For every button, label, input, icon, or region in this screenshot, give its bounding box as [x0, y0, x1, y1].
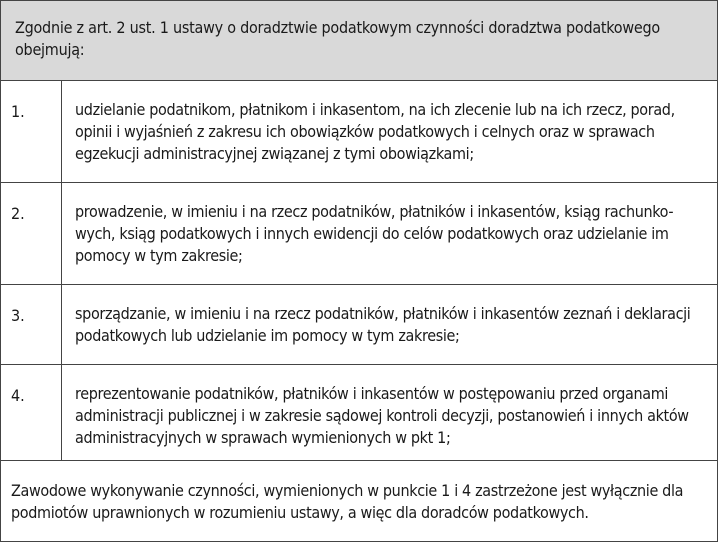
- row-text: udzielanie podatnikom, płatnikom i inkasentom, na ich zlecenie lub na ich rzecz, porad, opinii i wyjaśnień z zakresu ich obowiązków podatkowych i celnych oraz w sprawach egzekucji administracyjnej związanej z tymi obowiązkami;: [75, 100, 675, 163]
- row-number: 4.: [11, 386, 25, 405]
- row-number: 2.: [11, 204, 25, 223]
- table-header: [1, 1, 717, 81]
- column-divider: [61, 365, 62, 460]
- column-divider: [61, 81, 62, 182]
- row-text: sporządzanie, w imieniu i na rzecz podatników, płatników i inkasentów zeznań i deklaracji podatkowych lub udzielanie im pomocy w tym zakresie;: [75, 304, 691, 345]
- table-row-3: [1, 285, 717, 365]
- row-number: 3.: [11, 306, 25, 325]
- footer-text: Zawodowe wykonywanie czynności, wymienionych w punkcie 1 i 4 zastrzeżone jest wyłącznie dla podmiotów uprawnionych w rozumieniu ustawy, a więc dla doradców podatkowych.: [11, 481, 684, 522]
- table-row-2: [1, 183, 717, 285]
- row-text: reprezentowanie podatników, płatników i inkasentów w postępowaniu przed organami administracji publicznej i w zakresie sądowej kontroli decyzji, postanowień i innych aktów administracyjnych w sprawach wymienionych w pkt 1;: [75, 384, 689, 447]
- header-text: Zgodnie z art. 2 ust. 1 ustawy o doradztwie podatkowym czynności doradztwa podatkowego obejmują:: [15, 18, 660, 59]
- table-footer: [1, 461, 717, 541]
- column-divider: [61, 183, 62, 284]
- row-text: prowadzenie, w imieniu i na rzecz podatników, płatników i inkasentów, ksiąg rachunko-wych, ksiąg podatkowych i innych ewidencji do celów podatkowych oraz udzielanie im pomocy w tym zakresie;: [75, 202, 674, 265]
- table-row-4: [1, 365, 717, 461]
- column-divider: [61, 285, 62, 364]
- row-number: 1.: [11, 102, 25, 121]
- table-row-1: [1, 81, 717, 183]
